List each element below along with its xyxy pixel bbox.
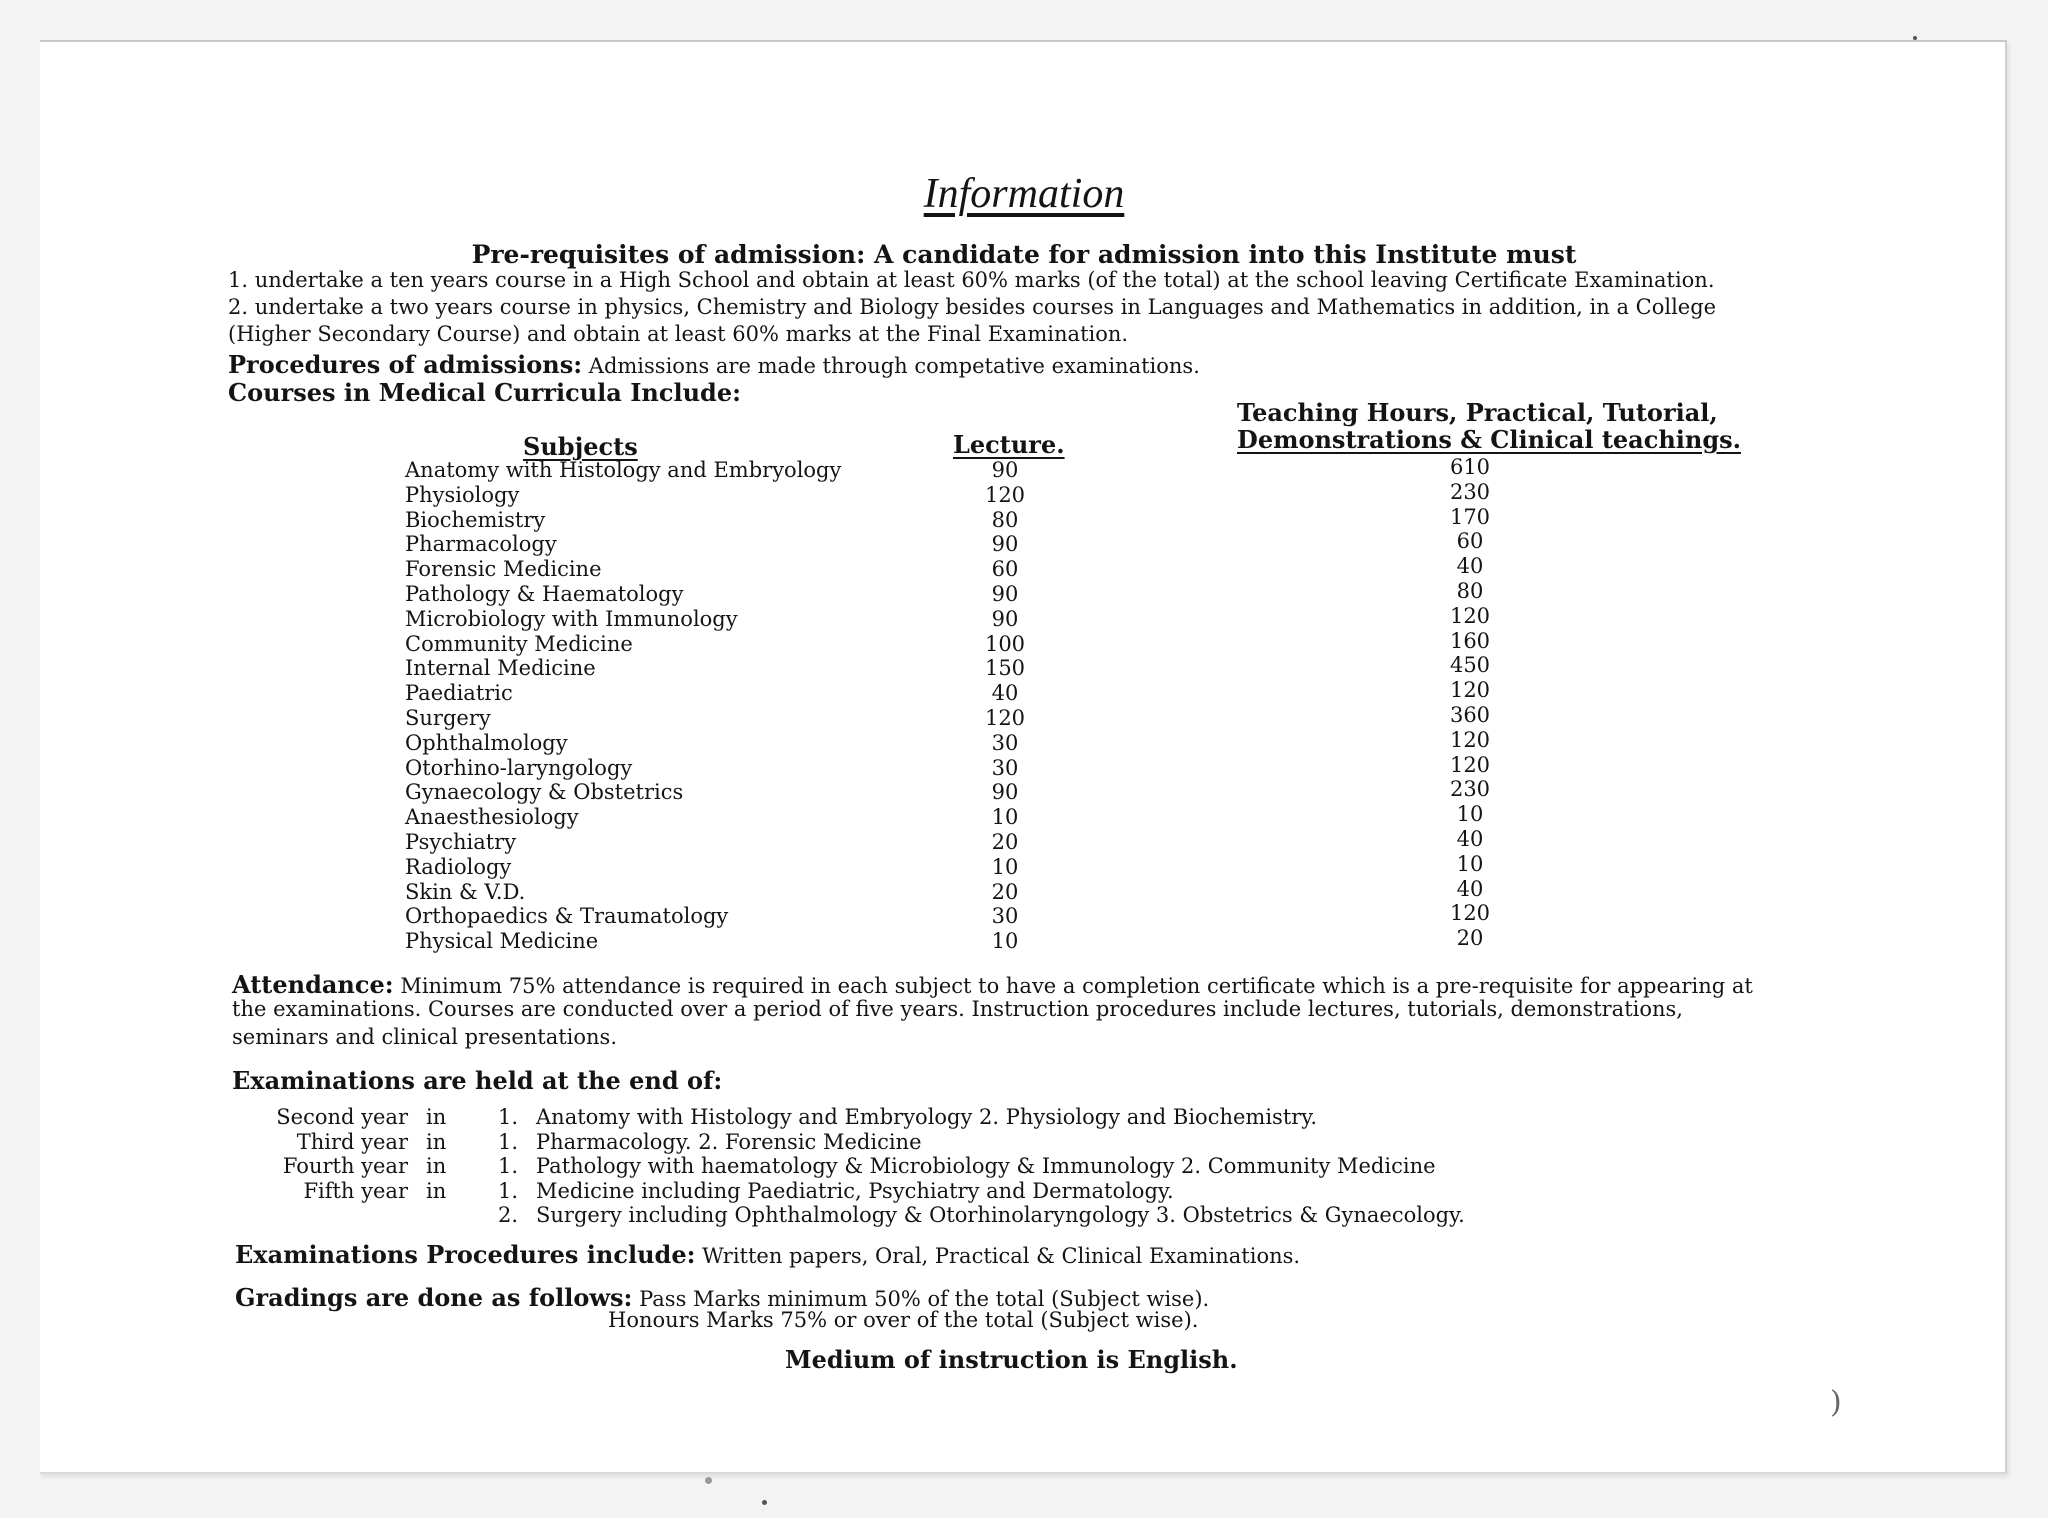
teaching-hours: 10 <box>1456 851 1484 876</box>
subject-name: Skin & V.D. <box>405 879 526 904</box>
subject-name: Anaesthesiology <box>405 805 579 830</box>
exam-in-word <box>426 1203 466 1228</box>
exam-in-word: in <box>426 1154 447 1178</box>
attendance-label: Attendance: <box>232 970 394 999</box>
subject-name: Forensic Medicine <box>405 557 602 582</box>
lecture-hours: 20 <box>991 829 1019 854</box>
exam-in-word: in <box>426 1129 447 1154</box>
teaching-hours: 40 <box>1456 826 1484 851</box>
subject-name: Paediatric <box>405 681 513 706</box>
teaching-hours: 230 <box>1449 777 1491 802</box>
subject-name: Radiology <box>405 854 512 879</box>
exam-procedures-text: Written papers, Oral, Practical & Clinical Examinations. <box>702 1244 1301 1268</box>
subject-name: Internal Medicine <box>405 656 596 681</box>
subject-name: Community Medicine <box>405 631 633 656</box>
lecture-hours: 30 <box>991 755 1019 780</box>
subject-name: Microbiology with Immunology <box>405 606 738 631</box>
exam-subjects: Pathology with haematology & Microbiology & Immunology 2. Community Medicine <box>536 1154 1436 1178</box>
teaching-column-header-line-2: Demonstrations & Clinical teachings. <box>1237 425 1741 454</box>
lecture-hours: 60 <box>991 557 1019 582</box>
lecture-hours: 90 <box>991 780 1019 805</box>
teaching-hours: 120 <box>1449 752 1491 777</box>
lecture-hours: 90 <box>991 606 1019 631</box>
lecture-hours: 90 <box>991 581 1019 606</box>
subject-name: Surgery <box>405 705 491 730</box>
teaching-hours: 120 <box>1449 727 1491 752</box>
lecture-hours: 10 <box>991 805 1019 830</box>
subject-name: Gynaecology & Obstetrics <box>405 780 684 805</box>
exam-year <box>268 1203 408 1228</box>
lecture-hours: 10 <box>991 854 1019 879</box>
exam-row <box>268 1130 1465 1155</box>
subjects-column-header: Subjects <box>523 432 638 461</box>
exam-item-number: 1. <box>497 1129 518 1154</box>
exam-subjects: Anatomy with Histology and Embryology 2. Physiology and Biochemistry. <box>536 1105 1318 1129</box>
attendance-line-3: seminars and clinical presentations. <box>232 1025 618 1049</box>
gradings-honours: Honours Marks 75% or over of the total (Subject wise). <box>608 1308 1199 1332</box>
teaching-hours: 450 <box>1449 653 1491 678</box>
teaching-hours: 230 <box>1449 479 1491 504</box>
exam-subjects: Pharmacology. 2. Forensic Medicine <box>536 1129 922 1154</box>
subject-name: Physical Medicine <box>405 929 599 954</box>
teaching-hours: 40 <box>1456 876 1484 901</box>
scan-mark: ) <box>1830 1385 1842 1420</box>
teaching-hours: 10 <box>1456 802 1484 827</box>
lecture-hours: 120 <box>984 482 1026 507</box>
teaching-hours: 20 <box>1456 926 1484 951</box>
subject-name: Otorhino-laryngology <box>405 755 633 780</box>
subjects-column <box>405 458 925 954</box>
lecture-hours: 20 <box>991 879 1019 904</box>
subject-name: Biochemistry <box>405 507 546 532</box>
exam-year: Second year <box>276 1105 408 1129</box>
prerequisite-item-2-line-1: 2. undertake a two years course in physics, Chemistry and Biology besides courses in Languages and Mathematics in addition, in a College <box>228 295 1717 319</box>
page-title: Information <box>923 171 1125 217</box>
exam-year: Fourth year <box>282 1154 408 1178</box>
lecture-hours: 40 <box>991 681 1019 706</box>
subject-name: Pharmacology <box>405 532 557 557</box>
courses-heading: Courses in Medical Curricula Include: <box>228 378 741 407</box>
exam-subjects: Medicine including Paediatric, Psychiatry and Dermatology. <box>536 1178 1174 1203</box>
teaching-hours: 40 <box>1456 554 1484 579</box>
exam-in-word: in <box>426 1105 447 1129</box>
exam-procedures-line <box>235 1240 1300 1269</box>
procedures-text: Admissions are made through competative examinations. <box>588 354 1200 378</box>
lecture-hours: 90 <box>991 532 1019 557</box>
lecture-hours: 10 <box>991 929 1019 954</box>
lecture-hours: 120 <box>984 705 1026 730</box>
examinations-heading: Examinations are held at the end of: <box>232 1066 723 1095</box>
teaching-hours: 120 <box>1449 603 1491 628</box>
exam-row <box>268 1105 1465 1130</box>
teaching-column <box>1420 455 1520 951</box>
lecture-hours: 90 <box>991 458 1019 482</box>
lecture-column-header: Lecture. <box>953 430 1065 459</box>
lecture-hours: 80 <box>991 507 1019 532</box>
subject-name: Anatomy with Histology and Embryology <box>405 458 842 482</box>
procedures-line <box>228 350 1200 379</box>
scan-speck <box>762 1500 767 1505</box>
prerequisite-item-2-line-2: (Higher Secondary Course) and obtain at least 60% marks at the Final Examination. <box>228 322 1129 346</box>
teaching-hours: 80 <box>1456 578 1484 603</box>
exam-item-number: 1. <box>497 1178 518 1203</box>
prerequisite-item-1: 1. undertake a ten years course in a High School and obtain at least 60% marks (of the total) at the school leaving Certificate Examination. <box>228 268 1715 292</box>
exam-year: Fifth year <box>303 1178 408 1203</box>
gradings-pass: Pass Marks minimum 50% of the total (Subject wise). <box>639 1287 1210 1311</box>
subject-name: Orthopaedics & Traumatology <box>405 904 729 929</box>
subject-name: Psychiatry <box>405 829 517 854</box>
procedures-label: Procedures of admissions: <box>228 350 583 379</box>
subject-name: Ophthalmology <box>405 730 568 755</box>
exam-row <box>268 1179 1465 1204</box>
lecture-hours: 100 <box>984 631 1026 656</box>
teaching-hours: 60 <box>1456 529 1484 554</box>
subject-name: Physiology <box>405 482 520 507</box>
subject-name: Pathology & Haematology <box>405 581 684 606</box>
teaching-hours: 360 <box>1449 702 1491 727</box>
teaching-hours: 120 <box>1449 678 1491 703</box>
lecture-hours: 30 <box>991 904 1019 929</box>
medium-of-instruction: Medium of instruction is English. <box>785 1345 1238 1374</box>
examinations-schedule <box>268 1105 1465 1228</box>
attendance-text-1: Minimum 75% attendance is required in each subject to have a completion certificate which is a pre-requisite for appearing at <box>400 974 1753 998</box>
exam-subjects: Surgery including Ophthalmology & Otorhinolaryngology 3. Obstetrics & Gynaecology. <box>536 1203 1465 1227</box>
teaching-hours: 170 <box>1449 504 1491 529</box>
teaching-hours: 610 <box>1449 455 1491 479</box>
exam-row <box>268 1154 1465 1179</box>
attendance-line-1 <box>232 970 1753 999</box>
lecture-hours: 150 <box>984 656 1026 681</box>
exam-item-number: 2. <box>497 1203 518 1227</box>
teaching-column-header-line-1: Teaching Hours, Practical, Tutorial, <box>1237 398 1718 427</box>
gradings-label: Gradings are done as follows: <box>235 1283 633 1312</box>
teaching-hours: 120 <box>1449 901 1491 926</box>
exam-row <box>268 1203 1465 1228</box>
exam-item-number: 1. <box>497 1105 518 1129</box>
teaching-hours: 160 <box>1449 628 1491 653</box>
exam-procedures-label: Examinations Procedures include: <box>235 1240 696 1269</box>
lecture-hours: 30 <box>991 730 1019 755</box>
scan-speck <box>705 1477 712 1484</box>
lecture-column <box>955 458 1055 954</box>
scan-speck <box>1913 36 1917 40</box>
exam-item-number: 1. <box>497 1154 518 1178</box>
attendance-line-2: the examinations. Courses are conducted over a period of five years. Instruction procedures include lectures, tutorials, demonstrations, <box>232 997 1683 1021</box>
exam-in-word: in <box>426 1178 447 1203</box>
prerequisites-heading: Pre-requisites of admission: A candidate for admission into this Institute must <box>471 240 1577 269</box>
exam-year: Third year <box>296 1129 408 1154</box>
